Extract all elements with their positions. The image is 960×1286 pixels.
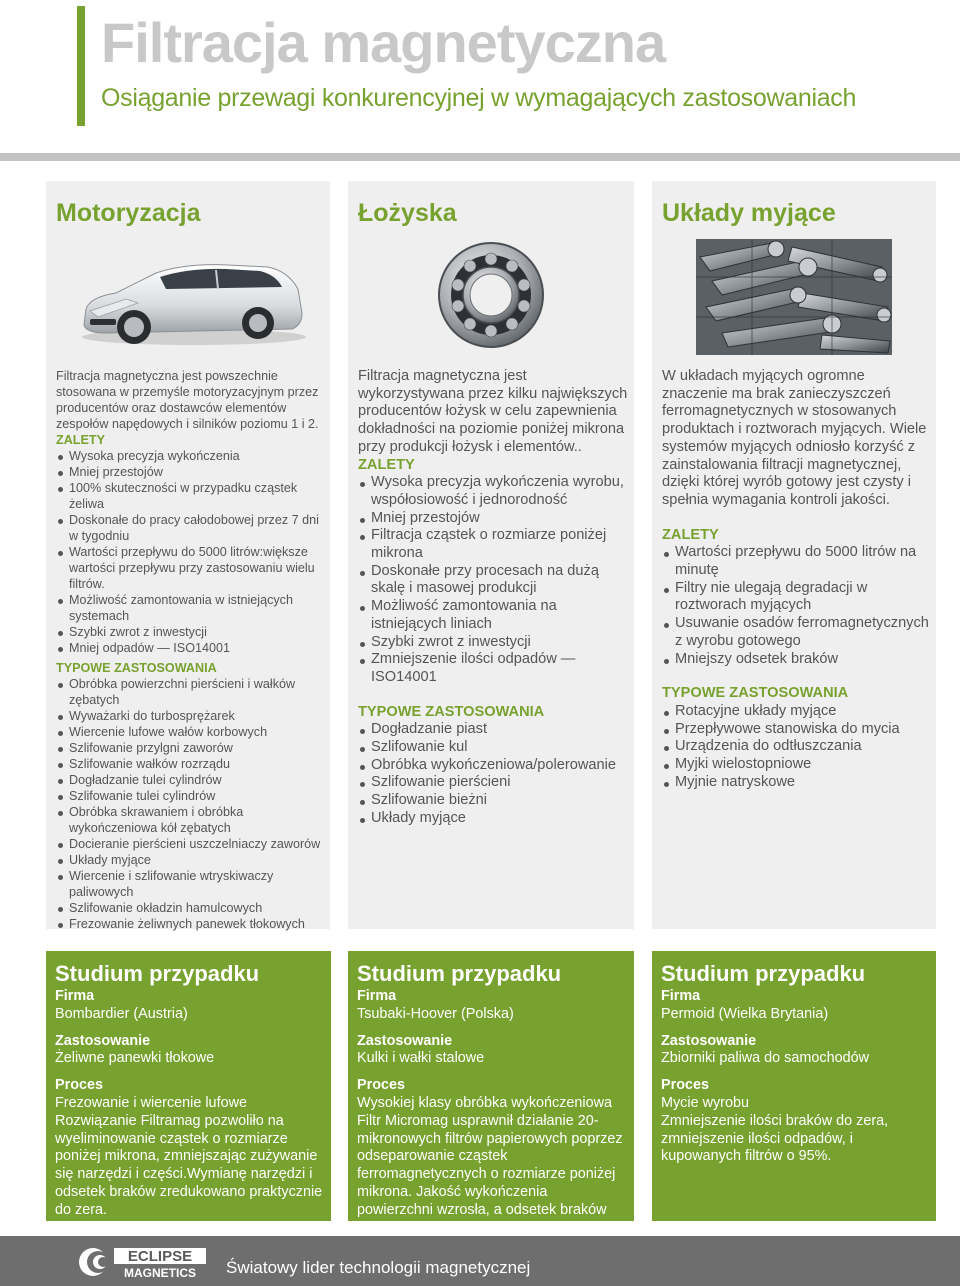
washing-parts-image [652,237,936,357]
list-item: Zmniejszenie ilości odpadów — ISO14001 [358,651,628,686]
eclipse-magnetics-logo [78,1245,208,1279]
company-label: Firma [55,988,95,1004]
advantages-heading: ZALETY [662,526,719,543]
list-item: Myjki wielostopniowe [662,756,930,774]
company-value: Tsubaki-Hoover (Polska) [357,1005,514,1022]
list-item: Obróbka powierzchni pierścieni i wałków zębatych [56,676,324,708]
company-label: Firma [661,988,701,1004]
list-item: Wartości przepływu do 5000 litrów na minutę [662,544,930,579]
advantages-list [662,544,930,668]
logo-text-top: ECLIPSE [127,1248,193,1265]
process-value: Mycie wyrobu [661,1094,749,1111]
column-washing-systems [652,181,936,929]
list-item: Szlifowanie okładzin hamulcowych [56,900,324,916]
case-study-tsubaki [348,951,634,1236]
list-item: Szlifowanie tulei cylindrów [56,788,324,804]
column-bearings [348,181,634,929]
case-study-heading: Studium przypadku [661,961,866,986]
car-image [46,237,330,357]
process-value: Wysokiej klasy obróbka wykończeniowa [357,1094,613,1111]
list-item: Mniej przestojów [56,464,324,480]
list-item: Doskonałe do pracy całodobowej przez 7 dni w tygodniu [56,512,324,544]
list-item: Szlifowanie pierścieni [358,774,628,792]
company-label: Firma [357,988,397,1004]
list-item: Wiercenie i szlifowanie wtryskiwaczy paliwowych [56,868,324,900]
list-item: Doskonałe przy procesach na dużą skalę i masowej produkcji [358,563,628,598]
footer-tagline: Światowy lider technologii magnetycznej [226,1258,531,1277]
list-item: Frezowanie żeliwnych panewek tłokowych [56,916,324,932]
application-label: Zastosowanie [55,1032,151,1049]
column-title: Motoryzacja [56,199,201,227]
header-accent-bar [77,6,85,126]
list-item: Usuwanie osadów ferromagnetycznych z wyrobu gotowego [662,615,930,650]
column-intro: Filtracja magnetyczna jest powszechnie stosowana w przemyśle motoryzacyjnym przez producentów oraz dostawców elementów zespołów napędowych i silników poziomu 1 i 2. [56,369,319,431]
list-item: Wartości przepływu do 5000 litrów:większe wartości przepływu przy zastosowaniu wielu filtrów. [56,544,324,592]
company-value: Permoid (Wielka Brytania) [661,1005,829,1022]
uses-heading: TYPOWE ZASTOSOWANIA [662,685,849,702]
column-body [662,368,930,791]
uses-list [56,676,324,932]
list-item: Mniejszy odsetek braków [662,651,930,669]
process-label: Proces [357,1077,405,1094]
list-item: Urządzenia do odtłuszczania [662,738,930,756]
list-item: Szlifowanie kul [358,739,628,757]
case-study-heading: Studium przypadku [357,961,562,986]
list-item: Filtracja cząstek o rozmiarze poniżej mikrona [358,527,628,562]
process-value: Frezowanie i wiercenie lufowe [55,1094,247,1111]
uses-heading: TYPOWE ZASTOSOWANIA [358,703,545,720]
advantages-heading: ZALETY [358,456,415,473]
list-item: Wysoka precyzja wykończenia [56,448,324,464]
list-item: Szybki zwrot z inwestycji [56,624,324,640]
list-item: Szlifowanie wałków rozrządu [56,756,324,772]
list-item: Wysoka precyzja wykończenia wyrobu, współosiowość i jednorodność [358,474,628,509]
advantages-list [56,448,324,656]
list-item: Przepływowe stanowiska do mycia [662,721,930,739]
list-item: Możliwość zamontowania na istniejących liniach [358,598,628,633]
application-value: Kulki i wałki stalowe [357,1050,485,1067]
uses-heading: TYPOWE ZASTOSOWANIA [56,661,217,675]
result-text: Zmniejszenie ilości braków do zera, zmniejszenie ilości odpadów, i kupowanych filtrów o 95%. [661,1112,889,1165]
column-title: Układy myjące [662,199,836,227]
list-item: Docieranie pierścieni uszczelniaczy zaworów [56,836,324,852]
list-item: 100% skuteczności w przypadku cząstek żeliwa [56,480,324,512]
application-value: Zbiorniki paliwa do samochodów [661,1050,869,1067]
column-automotive [46,181,330,929]
list-item: Szlifowanie bieżni [358,792,628,810]
list-item: Mniej przestojów [358,510,628,528]
column-intro: W układach myjących ogromne znaczenie ma brak zanieczyszczeń ferromagnetycznych w stosowanych produktach i roztworach myjących. Wiele systemów myjących odniosło korzyść z zainstalowania filtracji magnetycznej, dzięki której wyrób gotowy jest czysty i spełnia wymagania kontroli jakości. [662,368,927,508]
column-intro: Filtracja magnetyczna jest wykorzystywana przez kilku największych producentów łożysk w celu zapewnienia dokładności na poziomie poniżej mikrona przy produkcji łożysk i elementów.. [358,368,628,455]
list-item: Układy myjące [56,852,324,868]
column-body [358,368,628,828]
process-label: Proces [55,1077,103,1094]
application-label: Zastosowanie [357,1032,453,1049]
uses-list [662,703,930,792]
page-title: Filtracja magnetyczna [101,11,666,74]
column-title: Łożyska [358,199,457,227]
bearing-image [348,237,634,357]
advantages-list [358,474,628,686]
list-item: Szybki zwrot z inwestycji [358,634,628,652]
page-header [0,0,960,160]
column-body [56,368,324,932]
application-value: Żeliwne panewki tłokowe [55,1050,215,1067]
application-label: Zastosowanie [661,1032,757,1049]
case-study-bombardier [46,951,331,1221]
logo-text-bottom: MAGNETICS [124,1266,196,1279]
list-item: Układy myjące [358,810,628,828]
case-study-heading: Studium przypadku [55,961,260,986]
list-item: Filtry nie ulegają degradacji w roztworach myjących [662,580,930,615]
uses-list [358,721,628,827]
list-item: Możliwość zamontowania w istniejących systemach [56,592,324,624]
list-item: Obróbka skrawaniem i obróbka wykończeniowa kół zębatych [56,804,324,836]
list-item: Mniej odpadów — ISO14001 [56,640,324,656]
result-text: Filtr Micromag usprawnił działanie 20-mikronowych filtrów papierowych poprzez odseparowanie cząstek ferromagnetycznych o rozmiarze poniżej mikrona. Jakość wykończenia powierzchni wzrosła, a odsetek braków radykalnie spadł. [357,1112,623,1236]
header-divider [0,153,960,161]
list-item: Rotacyjne układy myjące [662,703,930,721]
list-item: Dogładzanie piast [358,721,628,739]
process-label: Proces [661,1077,709,1094]
list-item: Wiercenie lufowe wałów korbowych [56,724,324,740]
case-study-permoid [652,951,936,1221]
result-text: Rozwiązanie Filtramag pozwoliło na wyeliminowanie cząstek o rozmiarze poniżej mikrona, zmniejszając zużywanie się narzędzi i części.Wymianę narzędzi i odsetek braków zredukowano praktycznie do zera. [55,1112,323,1218]
list-item: Obróbka wykończeniowa/polerowanie [358,757,628,775]
page-footer [0,1236,960,1286]
list-item: Wyważarki do turbosprężarek [56,708,324,724]
page-subtitle: Osiąganie przewagi konkurencyjnej w wymagających zastosowaniach [101,84,857,112]
list-item: Myjnie natryskowe [662,774,930,792]
list-item: Szlifowanie przylgni zaworów [56,740,324,756]
company-value: Bombardier (Austria) [55,1005,188,1022]
advantages-heading: ZALETY [56,433,105,447]
list-item: Dogładzanie tulei cylindrów [56,772,324,788]
